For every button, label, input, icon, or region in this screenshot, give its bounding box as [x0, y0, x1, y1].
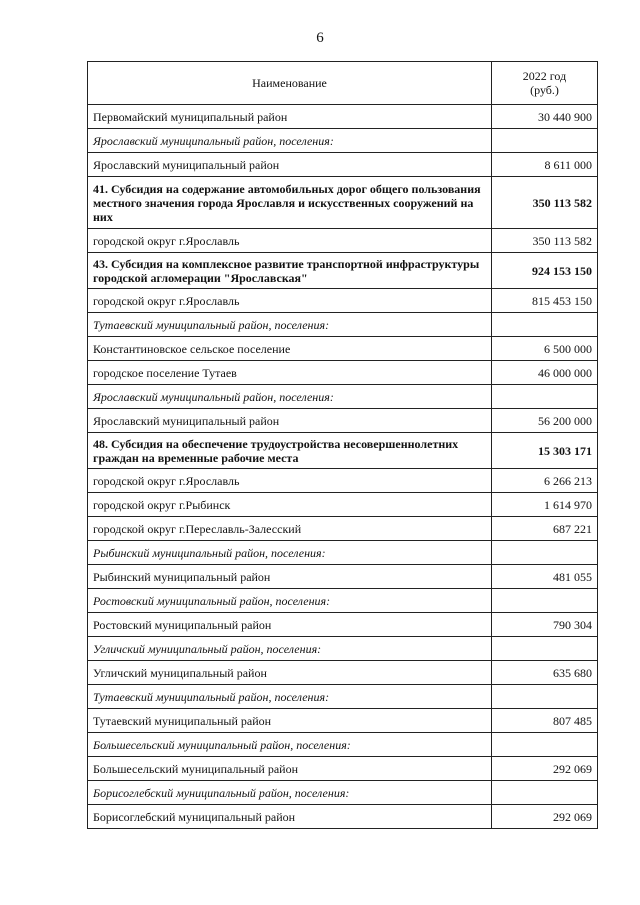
column-header-unit: (руб.) [530, 83, 559, 97]
column-header-year [492, 62, 598, 105]
section-row [88, 385, 598, 409]
row-amount [492, 685, 598, 709]
row-name: Большесельский муниципальный район [88, 757, 492, 781]
row-name: Первомайский муниципальный район [88, 105, 492, 129]
row-amount [492, 733, 598, 757]
row-name: Борисоглебский муниципальный район, поселения: [88, 781, 492, 805]
row-name: Ростовский муниципальный район [88, 613, 492, 637]
section-row [88, 733, 598, 757]
row-name: Ростовский муниципальный район, поселения: [88, 589, 492, 613]
row-amount: 350 113 582 [492, 177, 598, 229]
section-row [88, 781, 598, 805]
row-name: Ярославский муниципальный район [88, 409, 492, 433]
row-name: Рыбинский муниципальный район, поселения: [88, 541, 492, 565]
table-row [88, 469, 598, 493]
row-name: Тутаевский муниципальный район, поселения: [88, 685, 492, 709]
row-amount [492, 129, 598, 153]
table-row [88, 517, 598, 541]
row-name: Борисоглебский муниципальный район [88, 805, 492, 829]
table-row [88, 153, 598, 177]
row-name: Ярославский муниципальный район, поселения: [88, 385, 492, 409]
row-name: Угличский муниципальный район [88, 661, 492, 685]
section-row [88, 129, 598, 153]
row-name: городской округ г.Переславль-Залесский [88, 517, 492, 541]
table-row [88, 361, 598, 385]
section-row [88, 313, 598, 337]
row-name: Большесельский муниципальный район, поселения: [88, 733, 492, 757]
row-name: Рыбинский муниципальный район [88, 565, 492, 589]
row-name: Угличский муниципальный район, поселения: [88, 637, 492, 661]
row-amount [492, 781, 598, 805]
table-header-row [88, 62, 598, 105]
row-name: городской округ г.Рыбинск [88, 493, 492, 517]
row-amount: 6 500 000 [492, 337, 598, 361]
row-name: городской округ г.Ярославль [88, 289, 492, 313]
row-amount: 790 304 [492, 613, 598, 637]
row-name: городской округ г.Ярославль [88, 229, 492, 253]
row-amount: 815 453 150 [492, 289, 598, 313]
table-row [88, 105, 598, 129]
table-row [88, 337, 598, 361]
row-amount: 46 000 000 [492, 361, 598, 385]
subsidy-row [88, 177, 598, 229]
row-amount: 6 266 213 [492, 469, 598, 493]
table-row [88, 613, 598, 637]
row-name: Тутаевский муниципальный район, поселения: [88, 313, 492, 337]
column-header-name: Наименование [88, 62, 492, 105]
row-name: Ярославский муниципальный район [88, 153, 492, 177]
row-amount: 292 069 [492, 757, 598, 781]
row-amount: 15 303 171 [492, 433, 598, 469]
row-amount [492, 313, 598, 337]
row-amount: 350 113 582 [492, 229, 598, 253]
subsidy-table [87, 61, 598, 829]
subsidy-row [88, 253, 598, 289]
row-amount [492, 385, 598, 409]
row-name: Константиновское сельское поселение [88, 337, 492, 361]
column-header-year-label: 2022 год [522, 69, 567, 83]
section-row [88, 541, 598, 565]
row-amount: 30 440 900 [492, 105, 598, 129]
row-name: 43. Субсидия на комплексное развитие транспортной инфраструктуры городской агломерации "Ярославская" [88, 253, 492, 289]
row-amount: 292 069 [492, 805, 598, 829]
row-amount: 8 611 000 [492, 153, 598, 177]
row-amount [492, 541, 598, 565]
row-name: городское поселение Тутаев [88, 361, 492, 385]
row-amount: 924 153 150 [492, 253, 598, 289]
row-amount [492, 637, 598, 661]
table-row [88, 409, 598, 433]
row-amount: 56 200 000 [492, 409, 598, 433]
row-amount: 687 221 [492, 517, 598, 541]
row-amount: 481 055 [492, 565, 598, 589]
row-amount [492, 589, 598, 613]
row-name: 48. Субсидия на обеспечение трудоустройства несовершеннолетних граждан на временные рабочие места [88, 433, 492, 469]
table-row [88, 229, 598, 253]
subsidy-row [88, 433, 598, 469]
row-name: городской округ г.Ярославль [88, 469, 492, 493]
page-number: 6 [316, 30, 324, 46]
table-row [88, 805, 598, 829]
table-row [88, 709, 598, 733]
table-body [88, 105, 598, 829]
table-row [88, 661, 598, 685]
section-row [88, 589, 598, 613]
row-name: Ярославский муниципальный район, поселения: [88, 129, 492, 153]
table-row [88, 493, 598, 517]
section-row [88, 637, 598, 661]
table-row [88, 565, 598, 589]
row-amount: 807 485 [492, 709, 598, 733]
row-name: Тутаевский муниципальный район [88, 709, 492, 733]
row-amount: 635 680 [492, 661, 598, 685]
table-row [88, 289, 598, 313]
table-row [88, 757, 598, 781]
row-amount: 1 614 970 [492, 493, 598, 517]
section-row [88, 685, 598, 709]
row-name: 41. Субсидия на содержание автомобильных дорог общего пользования местного значения города Ярославля и искусственных сооружений на них [88, 177, 492, 229]
